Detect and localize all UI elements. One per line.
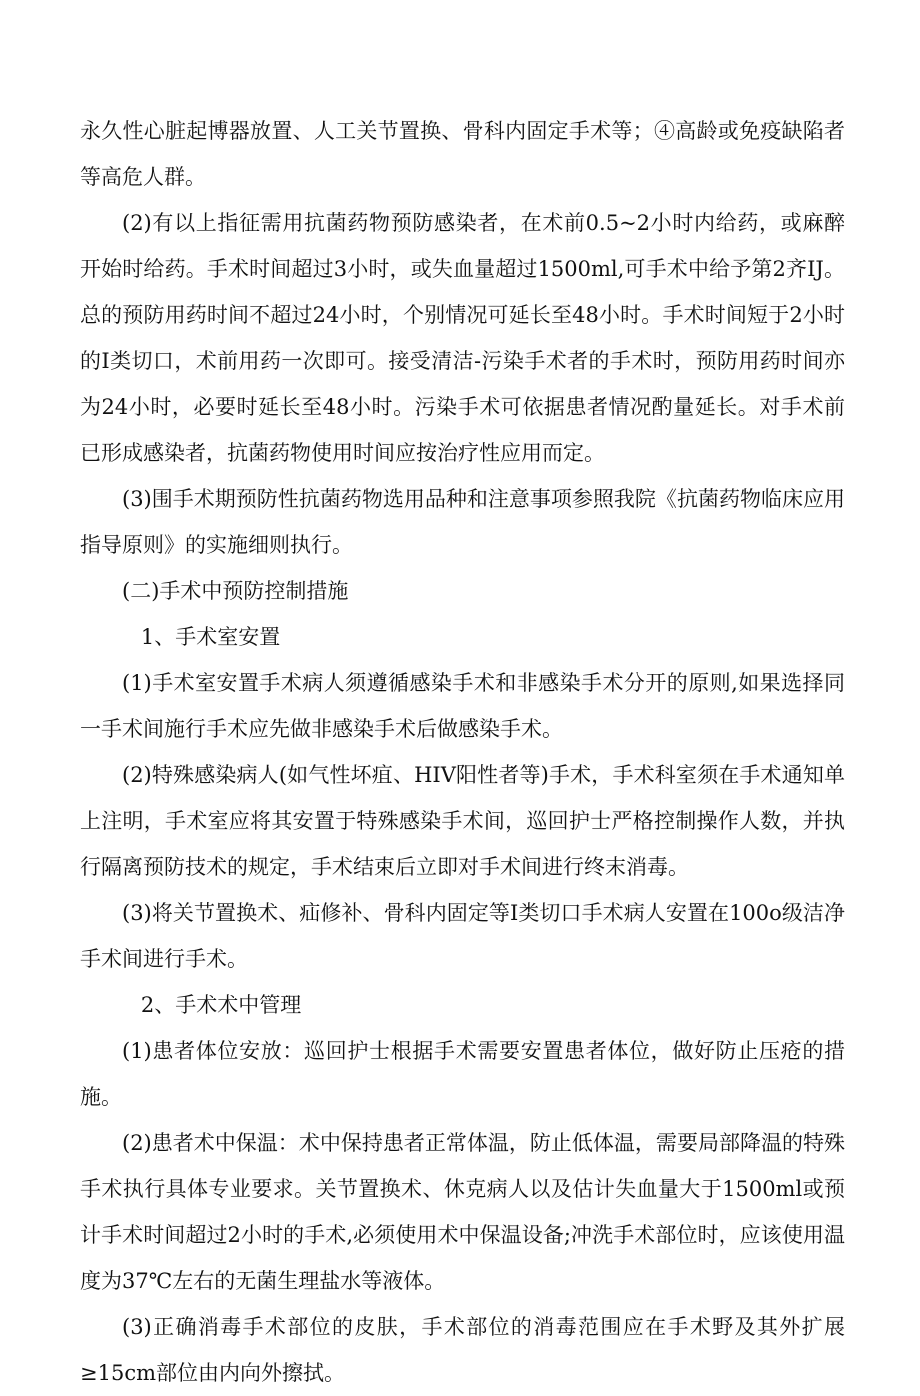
- paragraph-patient-warming: (2)患者术中保温：术中保持患者正常体温，防止低体温，需要局部降温的特殊手术执行具体专业要求。关节置换术、休克病人以及估计失血量大于1500ml或预计手术时间超过2小时的手术,必须使用术中保温设备;冲洗手术部位时，应该使用温度为37℃左右的无菌生理盐水等液体。: [80, 1131, 845, 1293]
- paragraph-skin-disinfection: (3)正确消毒手术部位的皮肤，手术部位的消毒范围应在手术野及其外扩展≥15cm部位由内向外擦拭。: [80, 1315, 845, 1385]
- subheading-operating-room-placement: 1、手术室安置: [140, 625, 281, 649]
- paragraph-preop-antibiotic-timing: (2)有以上指征需用抗菌药物预防感染者，在术前0.5~2小时内给药，或麻醉开始时给药。手术时间超过3小时，或失血量超过1500ml,可手术中给予第2齐IJ。总的预防用药时间不超过24小时，个别情况可延长至48小时。手术时间短于2小时的Ⅰ类切口，术前用药一次即可。接受清洁-污染手术者的手术时，预防用药时间亦为24小时，必要时延长至48小时。污染手术可依据患者情况酌量延长。对手术前已形成感染者，抗菌药物使用时间应按治疗性应用而定。: [80, 211, 845, 465]
- paragraph-antibiotic-selection: (3)围手术期预防性抗菌药物选用品种和注意事项参照我院《抗菌药物临床应用指导原则》的实施细则执行。: [80, 487, 845, 557]
- paragraph-infected-noninfected-separation: (1)手术室安置手术病人须遵循感染手术和非感染手术分开的原则,如果选择同一手术间施行手术应先做非感染手术后做感染手术。: [80, 671, 845, 741]
- paragraph-patient-positioning: (1)患者体位安放：巡回护士根据手术需要安置患者体位，做好防止压疮的措施。: [80, 1039, 845, 1109]
- paragraph-clean-room-class: (3)将关节置换术、疝修补、骨科内固定等Ⅰ类切口手术病人安置在100o级洁净手术间进行手术。: [80, 901, 845, 971]
- document-body: [80, 108, 845, 1396]
- subheading-intraop-management: 2、手术术中管理: [140, 993, 302, 1017]
- paragraph-special-infection-patients: (2)特殊感染病人(如气性坏疽、HIV阳性者等)手术，手术科室须在手术通知单上注明，手术室应将其安置于特殊感染手术间，巡回护士严格控制操作人数，并执行隔离预防技术的规定，手术结束后立即对手术间进行终末消毒。: [80, 763, 845, 879]
- paragraph-high-risk-groups: 永久性心脏起博器放置、人工关节置换、骨科内固定手术等；④高龄或免疫缺陷者等高危人群。: [80, 119, 845, 189]
- section-heading-intraop-measures: (二)手术中预防控制措施: [122, 579, 349, 603]
